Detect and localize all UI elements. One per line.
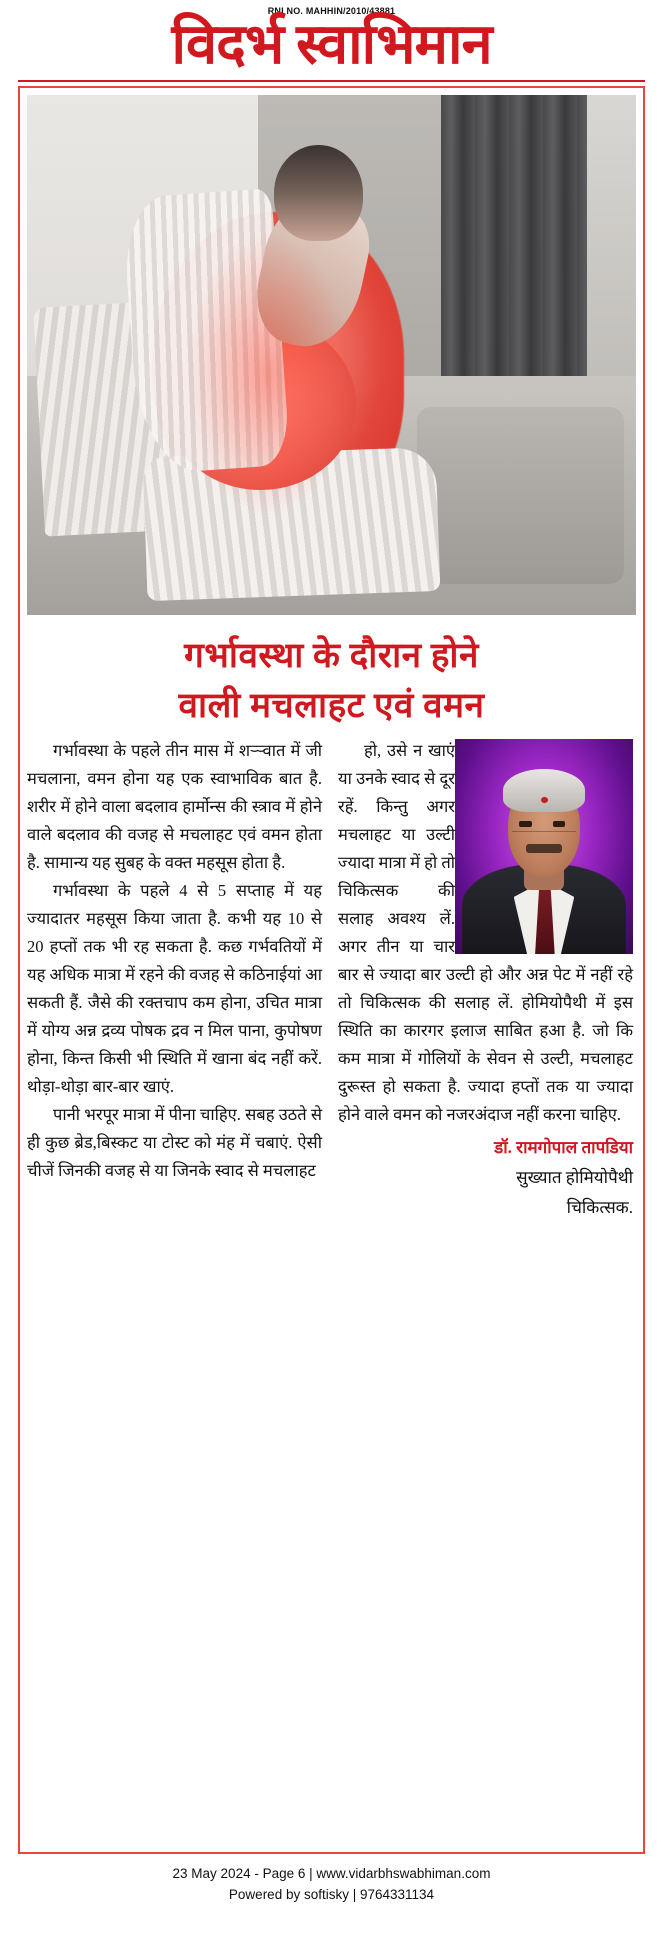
article-frame xyxy=(18,86,645,1854)
portrait-eye-left xyxy=(519,821,531,827)
photo-head xyxy=(274,145,363,241)
portrait-eye-right xyxy=(553,821,565,827)
paragraph: गर्भावस्था के पहले तीन मास में शऱ्ऱ्वात में जी मचलाना, वमन होना यह एक स्वाभाविक बात है. शरीर में होने वाला बदलाव हार्मोन्स की स्त्राव में होने वाले बदलाव की वजह से मचलाहट एवं वमन होता है. सामान्य यह सुबह के वक्त महसूस होता है. xyxy=(27,741,322,872)
masthead-divider xyxy=(18,80,645,82)
byline-role-line-1: सुख्यात होमियोपैथी xyxy=(516,1168,633,1187)
byline-role-line-2: चिकित्सक. xyxy=(566,1198,633,1217)
article-headline xyxy=(31,631,632,731)
rni-number: RNI NO. MAHHIN/2010/43881 xyxy=(267,6,396,16)
byline-doctor-name: डॉ. रामगोपाल तापडिया xyxy=(494,1138,633,1157)
masthead xyxy=(18,0,645,86)
photo-window xyxy=(587,95,636,397)
footer-line-2: Powered by softisky | 9764331134 xyxy=(228,1887,435,1902)
page-footer xyxy=(18,1863,645,1905)
paragraph: हो, उसे न खाएं या उनके स्वाद से दूर रहें. किन्तु अगर मचलाहट या उल्टी ज्यादा मात्रा में हो तो चिकित्सक की सलाह अवश्य लें. अगर तीन या चार बार से ज्यादा बार उल्टी हो और अन्न पेट में नहीं रहे तो चिकित्सक की सलाह लें. होमियोपैथी में इस स्थिति का कारगर इलाज साबित हआ है. जो कि कम मात्रा में गोलियों के सेवन से उल्टी, मचलाहट दुरूस्त हो सकता है. ज्यादा हप्तों तक या ज्यादा होने वाले वमन को नजरअंदाज नहीं करना चाहिए. xyxy=(338,741,633,1124)
photo-pain-highlight xyxy=(186,231,350,518)
portrait-moustache xyxy=(526,844,562,853)
headline-line-2: वाली मचलाहट एवं वमन xyxy=(178,686,485,725)
lead-photo xyxy=(27,95,636,615)
column-right xyxy=(338,737,633,1223)
byline xyxy=(338,1133,633,1223)
headline-line-1: गर्भावस्था के दौरान होने xyxy=(184,636,479,675)
masthead-title: विदर्भ स्वाभिमान xyxy=(171,14,492,76)
doctor-portrait xyxy=(455,739,633,954)
portrait-hair xyxy=(503,769,585,812)
paragraph: पानी भरपूर मात्रा में पीना चाहिए. सबह उठते से ही कुछ ब्रेड,बिस्कट या टोस्ट को मंह में चबाएं. ऐसी चीजें जिनकी वजह से या जिनके स्वाद से मचलाहट xyxy=(27,1105,322,1180)
column-left xyxy=(27,737,322,1223)
article-columns xyxy=(27,737,636,1223)
photo-woman-figure xyxy=(124,126,465,604)
footer-line-1: 23 May 2024 - Page 6 | www.vidarbhswabhiman.com xyxy=(172,1866,491,1881)
paragraph: गर्भावस्था के पहले 4 से 5 सप्ताह में यह ज्यादातर महसूस किया जाता है. कभी यह 10 से 20 हप्तों तक भी रह सकता है. कछ गर्भवतियों में यह अधिक मात्रा में रहने की वजह से कठिनाईयां आ सकती हैं. जैसे की रक्तचाप कम होना, उचित मात्रा में योग्य अन्न द्रव्य पोषक द्रव न मिल पाना, कुपोषण होना, किन्त किसी भी स्थिति में खाना बंद नहीं करें. थोड़ा-थोड़ा बार-बार खाएं. xyxy=(27,881,322,1096)
